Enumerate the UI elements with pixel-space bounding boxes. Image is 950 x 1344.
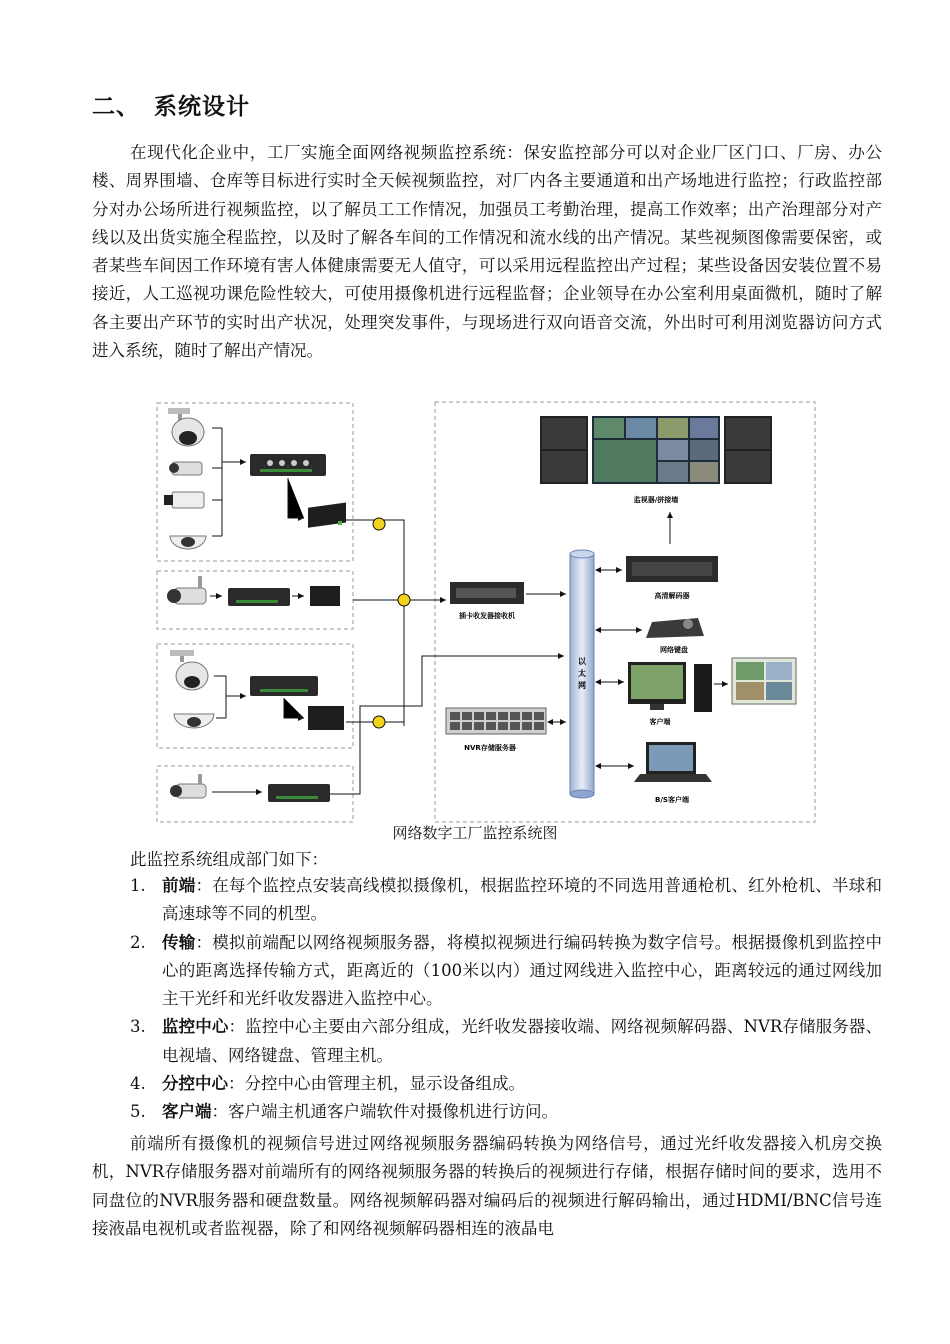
list-item-term: 客户端 [162,1102,212,1122]
list-intro: 此监控系统组成部门如下： [130,850,328,869]
half-dome-camera-icon-2 [174,714,214,728]
video-server-icon [250,454,326,476]
fiber-transceiver-icon-3 [308,706,344,730]
client-label: 客户端 [649,718,671,726]
half-dome-camera-icon [170,536,206,549]
closing-paragraph: 前端所有摄像机的视频信号进过网络视频服务器编码转换为网络信号，通过光纤收发器接入机房交换机，NVR存储服务器对前端所有的网络视频服务器的转换后的视频进行存储，根据存储时间的要求，选用不同盘位的NVR服务器和硬盘数量。网络视频解码器对编码后的视频进行解码输出，通过HDMI/BNC信号连接液晶电视机或者监视器，除了和网络视频解码器相连的液晶电 [92,1134,882,1238]
list-item [92,929,882,1014]
list-item-text: ：客户端主机通客户端软件对摄像机进行访问。 [211,1102,558,1122]
list-item-term: 传输 [162,932,196,952]
fiber-receiver-label: 插卡收发器接收机 [459,612,515,620]
ir-bullet-camera-icon [167,576,206,604]
list-item-text: ：在每个监控点安装高线模拟摄像机，根据监控环境的不同选用普通枪机、红外枪机、半球和高速球等不同的机型。 [162,876,882,924]
list-item-text: ：模拟前端配以网络视频服务器，将模拟视频进行编码转换为数字信号。根据摄像机到监控中心的距离选择传输方式，距离近的（100米以内）通过网线进入监控中心，距离较远的通过网线加主干光纤和光纤收发器进入监控中心。 [162,932,882,1009]
ethernet-label-1: 以 [578,657,586,666]
component-list [92,872,882,1127]
client-pc-icon [628,662,712,712]
section-number: 二、 [92,94,140,120]
list-item-number: 4. [130,1074,146,1094]
list-item-number: 5. [130,1102,146,1122]
list-item-number: 3. [130,1017,146,1037]
bullet-camera-icon [169,462,202,475]
decoder-icon [626,556,718,582]
fiber-transceiver-icon [308,502,346,527]
list-item [92,872,882,929]
nvr-server-icon [446,708,546,734]
section-heading [92,88,250,121]
section-title: 系统设计 [154,94,250,120]
bullet-camera-icon-2 [170,774,206,798]
video-server-icon-3 [250,676,318,696]
dome-camera-icon [168,408,204,446]
fiber-transceiver-icon-2 [310,586,340,606]
list-item [92,1070,882,1098]
list-item-number: 1. [130,876,146,895]
system-diagram [150,396,820,824]
speed-dome-camera-icon [170,650,208,690]
intro-paragraph: 在现代化企业中，工厂实施全面网络视频监控系统：保安监控部分可以对企业厂区门口、厂房、办公楼、周界围墙、仓库等目标进行实时全天候视频监控，对厂内各主要通道和出产场地进行监控；行政监控部分对办公场所进行视频监控，以了解员工工作情况，加强员工考勤治理，提高工作效率；出产治理部分对产线以及出货实施全程监控，以及时了解各车间的工作情况和流水线的出产情况。某些视频图像需要保密，或者某些车间因工作环境有害人体健康需要无人值守，可以采用远程监控出产过程；某些设备因安装位置不易接近，人工巡视功课危险性较大，可使用摄像机进行远程监督；企业领导在办公室利用桌面微机，随时了解各主要出产环节的实时出产状况，处理突发事件，与现场进行双向语音交流，外出时可利用浏览器访问方式进入系统，随时了解出产情况。 [92,143,882,361]
list-item-text: ：分控中心由管理主机，显示设备组成。 [228,1074,525,1094]
monitor-wall-label: 监视器/拼接墙 [633,496,679,504]
box-camera-icon [164,492,204,508]
list-item-term: 监控中心 [162,1017,229,1037]
list-item-term: 分控中心 [162,1074,228,1094]
list-item [92,1098,882,1126]
fiber-receiver-icon [450,582,524,604]
video-server-icon-2 [228,588,290,606]
figure-caption: 网络数字工厂监控系统图 [392,824,558,842]
client-screenshot-icon [732,658,796,704]
list-item-number: 2. [130,932,146,952]
list-item-text: ：监控中心主要由六部分组成，光纤收发器接收端、网络视频解码器、NVR存储服务器、电视墙、网络键盘、管理主机。 [162,1017,883,1065]
bs-client-label: B/S客户端 [655,796,689,804]
list-item-term: 前端 [162,876,196,895]
ethernet-label-2: 太 [578,669,586,678]
keyboard-label: 网络键盘 [660,646,688,654]
ethernet-label-3: 网 [578,681,586,690]
video-server-icon-4 [268,784,330,802]
monitor-wall-icon [540,416,772,484]
decoder-label: 高清解码器 [654,592,690,600]
nvr-label: NVR存储服务器 [464,744,516,752]
network-keyboard-icon [646,618,704,638]
bs-laptop-icon [634,742,712,782]
list-item [92,1013,882,1070]
